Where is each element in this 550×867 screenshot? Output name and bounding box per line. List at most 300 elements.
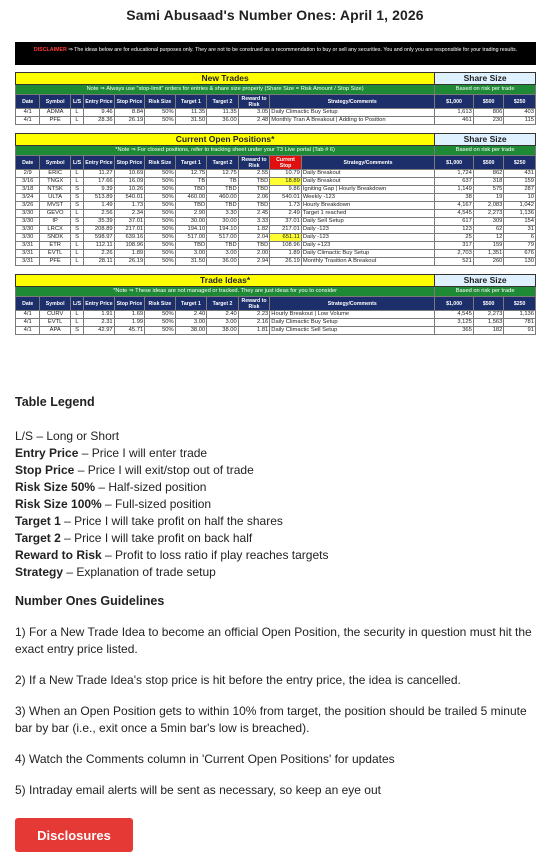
- table-cell: Target 1 reached: [301, 210, 434, 218]
- column-header: $1,000: [435, 156, 474, 170]
- disclaimer-label: DISCLAIMER: [33, 47, 67, 53]
- table-cell: MVST: [40, 202, 71, 210]
- table-cell: Weekly -123: [301, 194, 434, 202]
- table-cell: 260: [473, 258, 504, 266]
- table-cell: Monthly Trasition A Breakout: [301, 258, 434, 266]
- column-header: Strategy/Comments: [270, 95, 435, 109]
- table-cell: 651.11: [270, 234, 302, 242]
- content-area: [15, 394, 540, 799]
- table-cell: 2.40: [175, 311, 207, 319]
- table-cell: 9.39: [84, 186, 115, 194]
- table-cell: L: [70, 210, 83, 218]
- legend-term: Strategy: [15, 565, 64, 579]
- table-row: [16, 242, 536, 250]
- guideline-item: 3) When an Open Position gets to within 10% from target, the position should be trailed 5 minute bar by bar (i.e., exit once a 5min bar's low is breached).: [15, 704, 527, 735]
- legend-desc: – Full-sized position: [101, 497, 212, 511]
- table-cell: 598.97: [84, 234, 115, 242]
- table-cell: 1.49: [84, 202, 115, 210]
- legend-item: [15, 428, 540, 445]
- table-cell: 1.91: [84, 311, 115, 319]
- table-cell: 4,545: [435, 311, 474, 319]
- table-cell: 2,083: [473, 202, 504, 210]
- table-cell: L: [70, 258, 83, 266]
- table-cell: 3/30: [16, 234, 40, 242]
- table-cell: IP: [40, 218, 71, 226]
- column-header: Current Stop: [270, 156, 302, 170]
- legend-item: [15, 479, 540, 496]
- legend-item: [15, 547, 540, 564]
- table-cell: ERIC: [40, 170, 71, 178]
- table-cell: 11.35: [207, 109, 239, 117]
- table-cell: 10.79: [270, 170, 302, 178]
- table-cell: 317: [435, 242, 474, 250]
- legend-desc: – Half-sized position: [95, 480, 207, 494]
- table-cell: 4/1: [16, 327, 40, 335]
- table-cell: 91: [504, 327, 536, 335]
- table-row: [16, 218, 536, 226]
- table-cell: 3/30: [16, 210, 40, 218]
- table-cell: 521: [435, 258, 474, 266]
- table-cell: 50%: [145, 319, 176, 327]
- table-cell: 2/9: [16, 170, 40, 178]
- table-row: [16, 202, 536, 210]
- table-cell: 3.00: [207, 319, 239, 327]
- share-size-note: Based on risk per trade: [435, 85, 536, 95]
- table-cell: 159: [473, 242, 504, 250]
- table-cell: 403: [504, 109, 536, 117]
- table-cell: 8.84: [114, 109, 145, 117]
- table-row: [16, 327, 536, 335]
- table-cell: 38.00: [207, 327, 239, 335]
- table-cell: 159: [504, 178, 536, 186]
- table-cell: 431: [504, 170, 536, 178]
- legend-item: [15, 445, 540, 462]
- legend-item: [15, 513, 540, 530]
- table-row: [16, 186, 536, 194]
- table-cell: 676: [504, 250, 536, 258]
- legend-heading: Table Legend: [15, 395, 95, 409]
- table-cell: 9.46: [84, 109, 115, 117]
- table-cell: PFE: [40, 117, 71, 125]
- column-header-row: [16, 297, 536, 311]
- table-cell: Daily Sell Setup: [301, 218, 434, 226]
- column-header: Target 1: [175, 95, 207, 109]
- column-header: L/S: [70, 156, 83, 170]
- table-cell: 37.01: [270, 218, 302, 226]
- table-cell: APA: [40, 327, 71, 335]
- share-size-note: Based on risk per trade: [435, 146, 536, 156]
- table-cell: Daily Climactic Buy Setup: [270, 109, 435, 117]
- table-cell: 2.90: [175, 210, 207, 218]
- table-cell: 1,136: [504, 210, 536, 218]
- section-note: *Note ⇒ These ideas are not managed or tracked. They are just ideas for you to consider: [16, 287, 435, 297]
- column-header: Symbol: [40, 95, 71, 109]
- table-cell: 4/1: [16, 117, 40, 125]
- column-header: Target 2: [207, 297, 239, 311]
- table-cell: 2.40: [207, 311, 239, 319]
- table-cell: 11.35: [175, 109, 207, 117]
- column-header: Risk Size: [145, 95, 176, 109]
- table-cell: 2.31: [84, 319, 115, 327]
- table-cell: 194.10: [207, 226, 239, 234]
- table-cell: 26.19: [114, 258, 145, 266]
- column-header: Date: [16, 297, 40, 311]
- column-header: L/S: [70, 297, 83, 311]
- table-cell: TBD: [175, 202, 207, 210]
- table-cell: 3/31: [16, 258, 40, 266]
- legend-item: [15, 530, 540, 547]
- table-cell: 50%: [145, 258, 176, 266]
- legend-desc: – Price I will take profit on back half: [60, 531, 253, 545]
- table-cell: 28.36: [84, 117, 115, 125]
- share-size-header: Share Size: [435, 275, 536, 287]
- column-header: Target 2: [207, 95, 239, 109]
- column-header: Target 1: [175, 297, 207, 311]
- trade-ideas-table: [15, 274, 536, 335]
- table-cell: 3,125: [435, 319, 474, 327]
- table-cell: 2.23: [238, 311, 270, 319]
- table-cell: S: [70, 218, 83, 226]
- section-note-row: [16, 287, 536, 297]
- table-cell: CURV: [40, 311, 71, 319]
- table-cell: 2.16: [238, 319, 270, 327]
- table-cell: 1.89: [114, 250, 145, 258]
- table-cell: L: [70, 170, 83, 178]
- table-cell: TBD: [175, 242, 207, 250]
- legend-list: [15, 428, 540, 581]
- table-cell: 2.04: [238, 234, 270, 242]
- table-cell: 1.73: [114, 202, 145, 210]
- table-cell: 2,273: [473, 210, 504, 218]
- table-cell: GEVO: [40, 210, 71, 218]
- table-cell: 2.48: [238, 117, 270, 125]
- column-header: Symbol: [40, 297, 71, 311]
- legend-term: Entry Price: [15, 446, 79, 460]
- table-cell: 2.34: [114, 210, 145, 218]
- table-cell: 12.75: [175, 170, 207, 178]
- column-header: $500: [473, 156, 504, 170]
- table-cell: 1.73: [270, 202, 302, 210]
- table-cell: 1.82: [238, 226, 270, 234]
- section-header-row: [16, 73, 536, 85]
- legend-item: [15, 462, 540, 479]
- table-cell: 217.01: [270, 226, 302, 234]
- legend-term: Stop Price: [15, 463, 75, 477]
- table-cell: PFE: [40, 258, 71, 266]
- table-cell: 2,273: [473, 311, 504, 319]
- table-cell: 3/31: [16, 242, 40, 250]
- table-cell: TBD: [238, 178, 270, 186]
- table-row: [16, 109, 536, 117]
- table-cell: 9.86: [270, 186, 302, 194]
- table-cell: 50%: [145, 234, 176, 242]
- page-title: Sami Abusaad's Number Ones: April 1, 2026: [126, 7, 424, 23]
- table-cell: 2.56: [84, 210, 115, 218]
- table-cell: 540.01: [270, 194, 302, 202]
- table-cell: EVTL: [40, 319, 71, 327]
- column-header: Target 2: [207, 156, 239, 170]
- table-cell: 115: [504, 117, 536, 125]
- table-cell: 50%: [145, 226, 176, 234]
- table-cell: NTSK: [40, 186, 71, 194]
- column-header: Reward to Risk: [238, 95, 270, 109]
- table-cell: 2.45: [238, 210, 270, 218]
- table-cell: 31.50: [175, 258, 207, 266]
- table-cell: 10: [504, 194, 536, 202]
- column-header: $250: [504, 156, 536, 170]
- table-cell: 1,563: [473, 319, 504, 327]
- share-size-note: Based on risk per trade: [435, 287, 536, 297]
- legend-desc: – Price I will exit/stop out of trade: [74, 463, 254, 477]
- table-cell: 36.00: [207, 117, 239, 125]
- table-cell: 637: [435, 178, 474, 186]
- table-cell: 50%: [145, 194, 176, 202]
- table-cell: 2.06: [238, 194, 270, 202]
- table-cell: 3/16: [16, 178, 40, 186]
- table-cell: 1,351: [473, 250, 504, 258]
- table-row: [16, 170, 536, 178]
- legend-item: [15, 564, 540, 581]
- table-cell: 461: [435, 117, 474, 125]
- table-cell: 50%: [145, 202, 176, 210]
- table-cell: 45.71: [114, 327, 145, 335]
- table-cell: TBD: [238, 202, 270, 210]
- table-cell: 217.01: [114, 226, 145, 234]
- table-cell: 3/31: [16, 250, 40, 258]
- table-cell: 575: [473, 186, 504, 194]
- table-cell: 4,545: [435, 210, 474, 218]
- table-cell: S: [70, 186, 83, 194]
- table-cell: Daily Climactic Buy Setup: [270, 319, 435, 327]
- column-header: Stop Price: [114, 156, 145, 170]
- table-cell: LRCX: [40, 226, 71, 234]
- table-cell: EVTL: [40, 250, 71, 258]
- table-row: [16, 234, 536, 242]
- disclaimer-text: The ideas below are for educational purposes only. They are not to be construed as a recommendation to buy or sell any securities. You and only you are responsible for your trading results.: [74, 47, 518, 53]
- column-header: Date: [16, 95, 40, 109]
- table-cell: 309: [473, 218, 504, 226]
- column-header: Strategy/Comments: [301, 156, 434, 170]
- column-header: Reward to Risk: [238, 156, 270, 170]
- table-cell: S: [70, 202, 83, 210]
- guideline-item: 4) Watch the Comments column in 'Current Open Positions' for updates: [15, 752, 395, 766]
- table-cell: 365: [435, 327, 474, 335]
- table-cell: 517.00: [175, 234, 207, 242]
- table-cell: ADMA: [40, 109, 71, 117]
- section-title: New Trades: [16, 73, 435, 85]
- share-size-header: Share Size: [435, 134, 536, 146]
- guideline-item: 2) If a New Trade Idea's stop price is hit before the entry price, the idea is cancelled.: [15, 673, 461, 687]
- table-cell: 617: [435, 218, 474, 226]
- table-cell: 28.11: [84, 258, 115, 266]
- table-cell: Daily -123: [301, 234, 434, 242]
- table-cell: TNGX: [40, 178, 71, 186]
- table-cell: 50%: [145, 109, 176, 117]
- table-cell: 50%: [145, 186, 176, 194]
- column-header: $250: [504, 95, 536, 109]
- table-cell: 31.50: [175, 117, 207, 125]
- table-cell: TBD: [175, 186, 207, 194]
- table-cell: 287: [504, 186, 536, 194]
- table-cell: S: [70, 234, 83, 242]
- table-cell: 42.97: [84, 327, 115, 335]
- section-note: Note ⇒ Always use "stop-limit" orders for entries & share size properly (Share Size = Risk Amount / Stop Size): [16, 85, 435, 95]
- new-trades-table: [15, 72, 536, 125]
- table-cell: 50%: [145, 242, 176, 250]
- table-cell: 1.99: [114, 319, 145, 327]
- column-header: $1,000: [435, 95, 474, 109]
- table-cell: S: [70, 226, 83, 234]
- legend-desc: – Explanation of trade setup: [63, 565, 216, 579]
- table-cell: 4/1: [16, 311, 40, 319]
- column-header: Symbol: [40, 156, 71, 170]
- table-cell: 17.66: [84, 178, 115, 186]
- table-cell: L: [70, 178, 83, 186]
- table-cell: 11.27: [84, 170, 115, 178]
- table-cell: L: [70, 117, 83, 125]
- disclosures-button[interactable]: Disclosures: [15, 818, 133, 852]
- table-cell: 108.96: [114, 242, 145, 250]
- column-header: Stop Price: [114, 95, 145, 109]
- table-row: [16, 178, 536, 186]
- table-cell: L: [70, 242, 83, 250]
- table-row: [16, 258, 536, 266]
- table-row: [16, 226, 536, 234]
- trade-sheet: [15, 42, 536, 335]
- table-cell: 2.49: [270, 210, 302, 218]
- table-cell: 31: [504, 226, 536, 234]
- table-cell: 19: [473, 194, 504, 202]
- table-cell: 50%: [145, 311, 176, 319]
- column-header-row: [16, 95, 536, 109]
- table-cell: 1,149: [435, 186, 474, 194]
- section-note: *Note ⇒ For closed positions, refer to tracking sheet under your T3 Live portal (Tab # 6): [16, 146, 435, 156]
- table-cell: 3.33: [238, 218, 270, 226]
- table-cell: 4/1: [16, 319, 40, 327]
- table-cell: 3/24: [16, 194, 40, 202]
- table-cell: 1,136: [504, 311, 536, 319]
- table-cell: 50%: [145, 218, 176, 226]
- legend-desc: – Long or Short: [33, 429, 120, 443]
- disclaimer-banner: [15, 42, 536, 65]
- table-cell: 112.11: [84, 242, 115, 250]
- table-row: [16, 311, 536, 319]
- table-cell: 1,724: [435, 170, 474, 178]
- table-cell: 130: [504, 258, 536, 266]
- legend-item: [15, 496, 540, 513]
- table-cell: TBD: [207, 202, 239, 210]
- table-cell: 2,703: [435, 250, 474, 258]
- table-cell: TBD: [238, 186, 270, 194]
- table-cell: 513.89: [84, 194, 115, 202]
- table-cell: 62: [473, 226, 504, 234]
- table-cell: 3.00: [207, 250, 239, 258]
- guideline-item: 1) For a New Trade Idea to become an official Open Position, the security in question must hit the exact entry price listed.: [15, 625, 532, 656]
- disclaimer-arrow: ⇒: [68, 47, 73, 53]
- table-cell: 50%: [145, 327, 176, 335]
- table-row: [16, 210, 536, 218]
- table-cell: 540.01: [114, 194, 145, 202]
- guidelines-list: [15, 624, 540, 799]
- table-row: [16, 319, 536, 327]
- table-cell: 230: [473, 117, 504, 125]
- table-cell: 3/30: [16, 218, 40, 226]
- column-header: Entry Price: [84, 297, 115, 311]
- column-header: $500: [473, 297, 504, 311]
- legend-term: Target 1: [15, 514, 61, 528]
- table-cell: Hourly Breakdown: [301, 202, 434, 210]
- section-note-row: [16, 146, 536, 156]
- table-cell: 50%: [145, 210, 176, 218]
- table-cell: 2.26: [84, 250, 115, 258]
- table-cell: 18.89: [270, 178, 302, 186]
- table-cell: 517.00: [207, 234, 239, 242]
- table-cell: 2.55: [238, 170, 270, 178]
- column-header: Date: [16, 156, 40, 170]
- table-cell: 4/1: [16, 109, 40, 117]
- legend-term: Target 2: [15, 531, 61, 545]
- table-cell: 38: [435, 194, 474, 202]
- table-cell: 25: [435, 234, 474, 242]
- column-header: $1,000: [435, 297, 474, 311]
- table-cell: L: [70, 109, 83, 117]
- table-cell: 3.30: [207, 210, 239, 218]
- table-cell: 123: [435, 226, 474, 234]
- guideline-item: 5) Intraday email alerts will be sent as necessary, so keep an eye out: [15, 783, 381, 797]
- table-cell: TBD: [207, 186, 239, 194]
- table-cell: Monthly Tran A Breakout | Adding to Position: [270, 117, 435, 125]
- table-cell: 12.75: [207, 170, 239, 178]
- column-header: Reward to Risk: [238, 297, 270, 311]
- table-cell: 460.00: [207, 194, 239, 202]
- table-cell: 12: [473, 234, 504, 242]
- table-cell: 639.16: [114, 234, 145, 242]
- table-cell: 16.09: [114, 178, 145, 186]
- column-header: Risk Size: [145, 156, 176, 170]
- legend-term: Risk Size 50%: [15, 480, 96, 494]
- table-cell: 108.96: [270, 242, 302, 250]
- table-cell: 781: [504, 319, 536, 327]
- table-cell: 154: [504, 218, 536, 226]
- table-cell: 6: [504, 234, 536, 242]
- section-header-row: [16, 134, 536, 146]
- table-cell: 460.00: [175, 194, 207, 202]
- table-cell: 806: [473, 109, 504, 117]
- table-cell: Daily -123: [301, 226, 434, 234]
- table-cell: 194.10: [175, 226, 207, 234]
- legend-desc: – Profit to loss ratio if play reaches targets: [101, 548, 329, 562]
- column-header: Entry Price: [84, 95, 115, 109]
- legend-term: Risk Size 100%: [15, 497, 102, 511]
- open-positions-table: [15, 133, 536, 266]
- table-cell: 3/18: [16, 186, 40, 194]
- table-cell: 1,042: [504, 202, 536, 210]
- column-header: $250: [504, 297, 536, 311]
- table-cell: 318: [473, 178, 504, 186]
- table-cell: Igniting Gap | Hourly Breakdown: [301, 186, 434, 194]
- section-note-row: [16, 85, 536, 95]
- guidelines-heading: Number Ones Guidelines: [15, 594, 165, 608]
- table-cell: 50%: [145, 117, 176, 125]
- section-header-row: [16, 275, 536, 287]
- table-cell: 3.00: [175, 319, 207, 327]
- table-cell: Daily Breakout: [301, 178, 434, 186]
- table-cell: Daily +123: [301, 242, 434, 250]
- table-cell: 862: [473, 170, 504, 178]
- table-cell: 26.19: [114, 117, 145, 125]
- table-cell: 37.01: [114, 218, 145, 226]
- table-cell: 79: [504, 242, 536, 250]
